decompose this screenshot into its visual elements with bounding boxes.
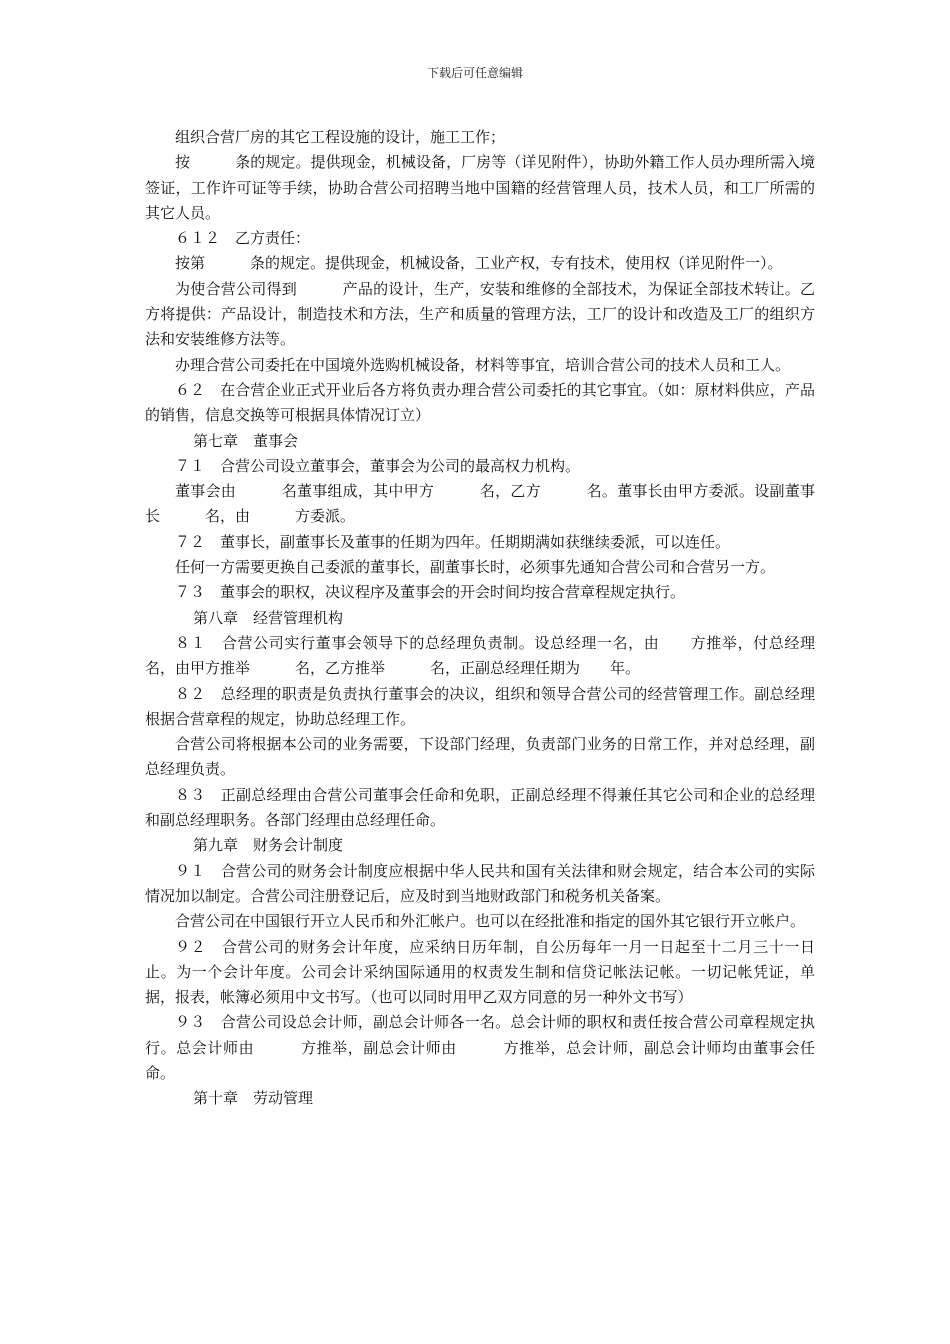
clause-paragraph: ９２ 合营公司的财务会计年度，应采纳日历年制，自公历每年一月一日起至十二月三十一日止。为一个会计年度。公司会计采纳国际通用的权责发生制和信贷记帐法记帐。一切记帐凭证，单据，报表，帐簿必须用中文书写。（也可以同时用甲乙双方同意的另一种外文书写） [145, 937, 815, 1007]
paragraph: 为使合营公司得到 产品的设计，生产，安装和维修的全部技术，为保证全部技术转让。乙方将提供：产品设计，制造技术和方法，生产和质量的管理方法，工厂的设计和改造及工厂的组织方法和安装维修方法等。 [145, 279, 815, 349]
clause-paragraph: ８３ 正副总经理由合营公司董事会任命和免职，正副总经理不得兼任其它公司和企业的总经理和副总经理职务。各部门经理由总经理任命。 [145, 785, 815, 830]
clause-paragraph: ６２ 在合营企业正式开业后各方将负责办理合营公司委托的其它事宜。（如：原材料供应，产品的销售，信息交换等可根据具体情况订立） [145, 380, 815, 425]
clause-paragraph: ８２ 总经理的职责是负责执行董事会的决议，组织和领导合营公司的经营管理工作。副总经理根据合营章程的规定，协助总经理工作。 [145, 684, 815, 728]
page-header: 下载后可任意编辑 [426, 66, 523, 80]
paragraph: 董事会由 名董事组成，其中甲方 名，乙方 名。董事长由甲方委派。设副董事长 名，由 方委派。 [145, 482, 815, 526]
paragraph: 按第 条的规定。提供现金，机械设备，工业产权，专有技术，使用权（详见附件一）。 [175, 254, 783, 273]
clause-paragraph: ９１ 合营公司的财务会计制度应根据中华人民共和国有关法律和财会规定，结合本公司的实际情况加以制定。合营公司注册登记后，应及时到当地财政部门和税务机关备案。 [145, 861, 815, 905]
chapter-heading: 第八章 经营管理机构 [193, 608, 344, 627]
paragraph: 办理合营公司委托在中国境外选购机械设备，材料等事宜，培训合营公司的技术人员和工人。 [175, 355, 791, 374]
clause-paragraph: ７１ 合营公司设立董事会，董事会为公司的最高权力机构。 [175, 456, 581, 475]
paragraph: 任何一方需要更换自己委派的董事长，副董事长时，必须事先通知合营公司和合营另一方。 [175, 558, 776, 577]
chapter-heading: 第九章 财务会计制度 [193, 836, 344, 855]
chapter-heading: 第十章 劳动管理 [193, 1089, 314, 1108]
clause-paragraph: ９３ 合营公司设总会计师，副总会计师各一名。总会计师的职权和责任按合营公司章程规定执行。总会计师由 方推举，副总会计师由 方推举，总会计师，副总会计师均由董事会任命。 [145, 1013, 815, 1082]
paragraph: 合营公司将根据本公司的业务需要，下设部门经理，负责部门业务的日常工作，并对总经理，副总经理负责。 [145, 735, 815, 779]
clause-paragraph: ７３ 董事会的职权，决议程序及董事会的开会时间均按合营章程规定执行。 [175, 583, 686, 602]
clause-heading: ６１２ 乙方责任： [175, 229, 311, 248]
document-body [145, 125, 861, 1112]
clause-paragraph: ７２ 董事长，副董事长及董事的任期为四年。任期期满如获继续委派，可以连任。 [175, 532, 731, 551]
paragraph: 按 条的规定。提供现金，机械设备，厂房等（详见附件），协助外籍工作人员办理所需入境签证，工作许可证等手续，协助合营公司招聘当地中国籍的经营管理人员，技术人员，和工厂所需的其它人员。 [145, 153, 815, 222]
paragraph: 组织合营厂房的其它工程设施的设计，施工工作； [175, 128, 506, 146]
paragraph: 合营公司在中国银行开立人民币和外汇帐户。也可以在经批准和指定的国外其它银行开立帐户。 [175, 912, 806, 931]
chapter-heading: 第七章 董事会 [193, 431, 299, 450]
clause-paragraph: ８１ 合营公司实行董事会领导下的总经理负责制。设总经理一名，由 方推举，付总经理 名，由甲方推举 名，乙方推举 名，正副总经理任期为 年。 [145, 633, 861, 678]
